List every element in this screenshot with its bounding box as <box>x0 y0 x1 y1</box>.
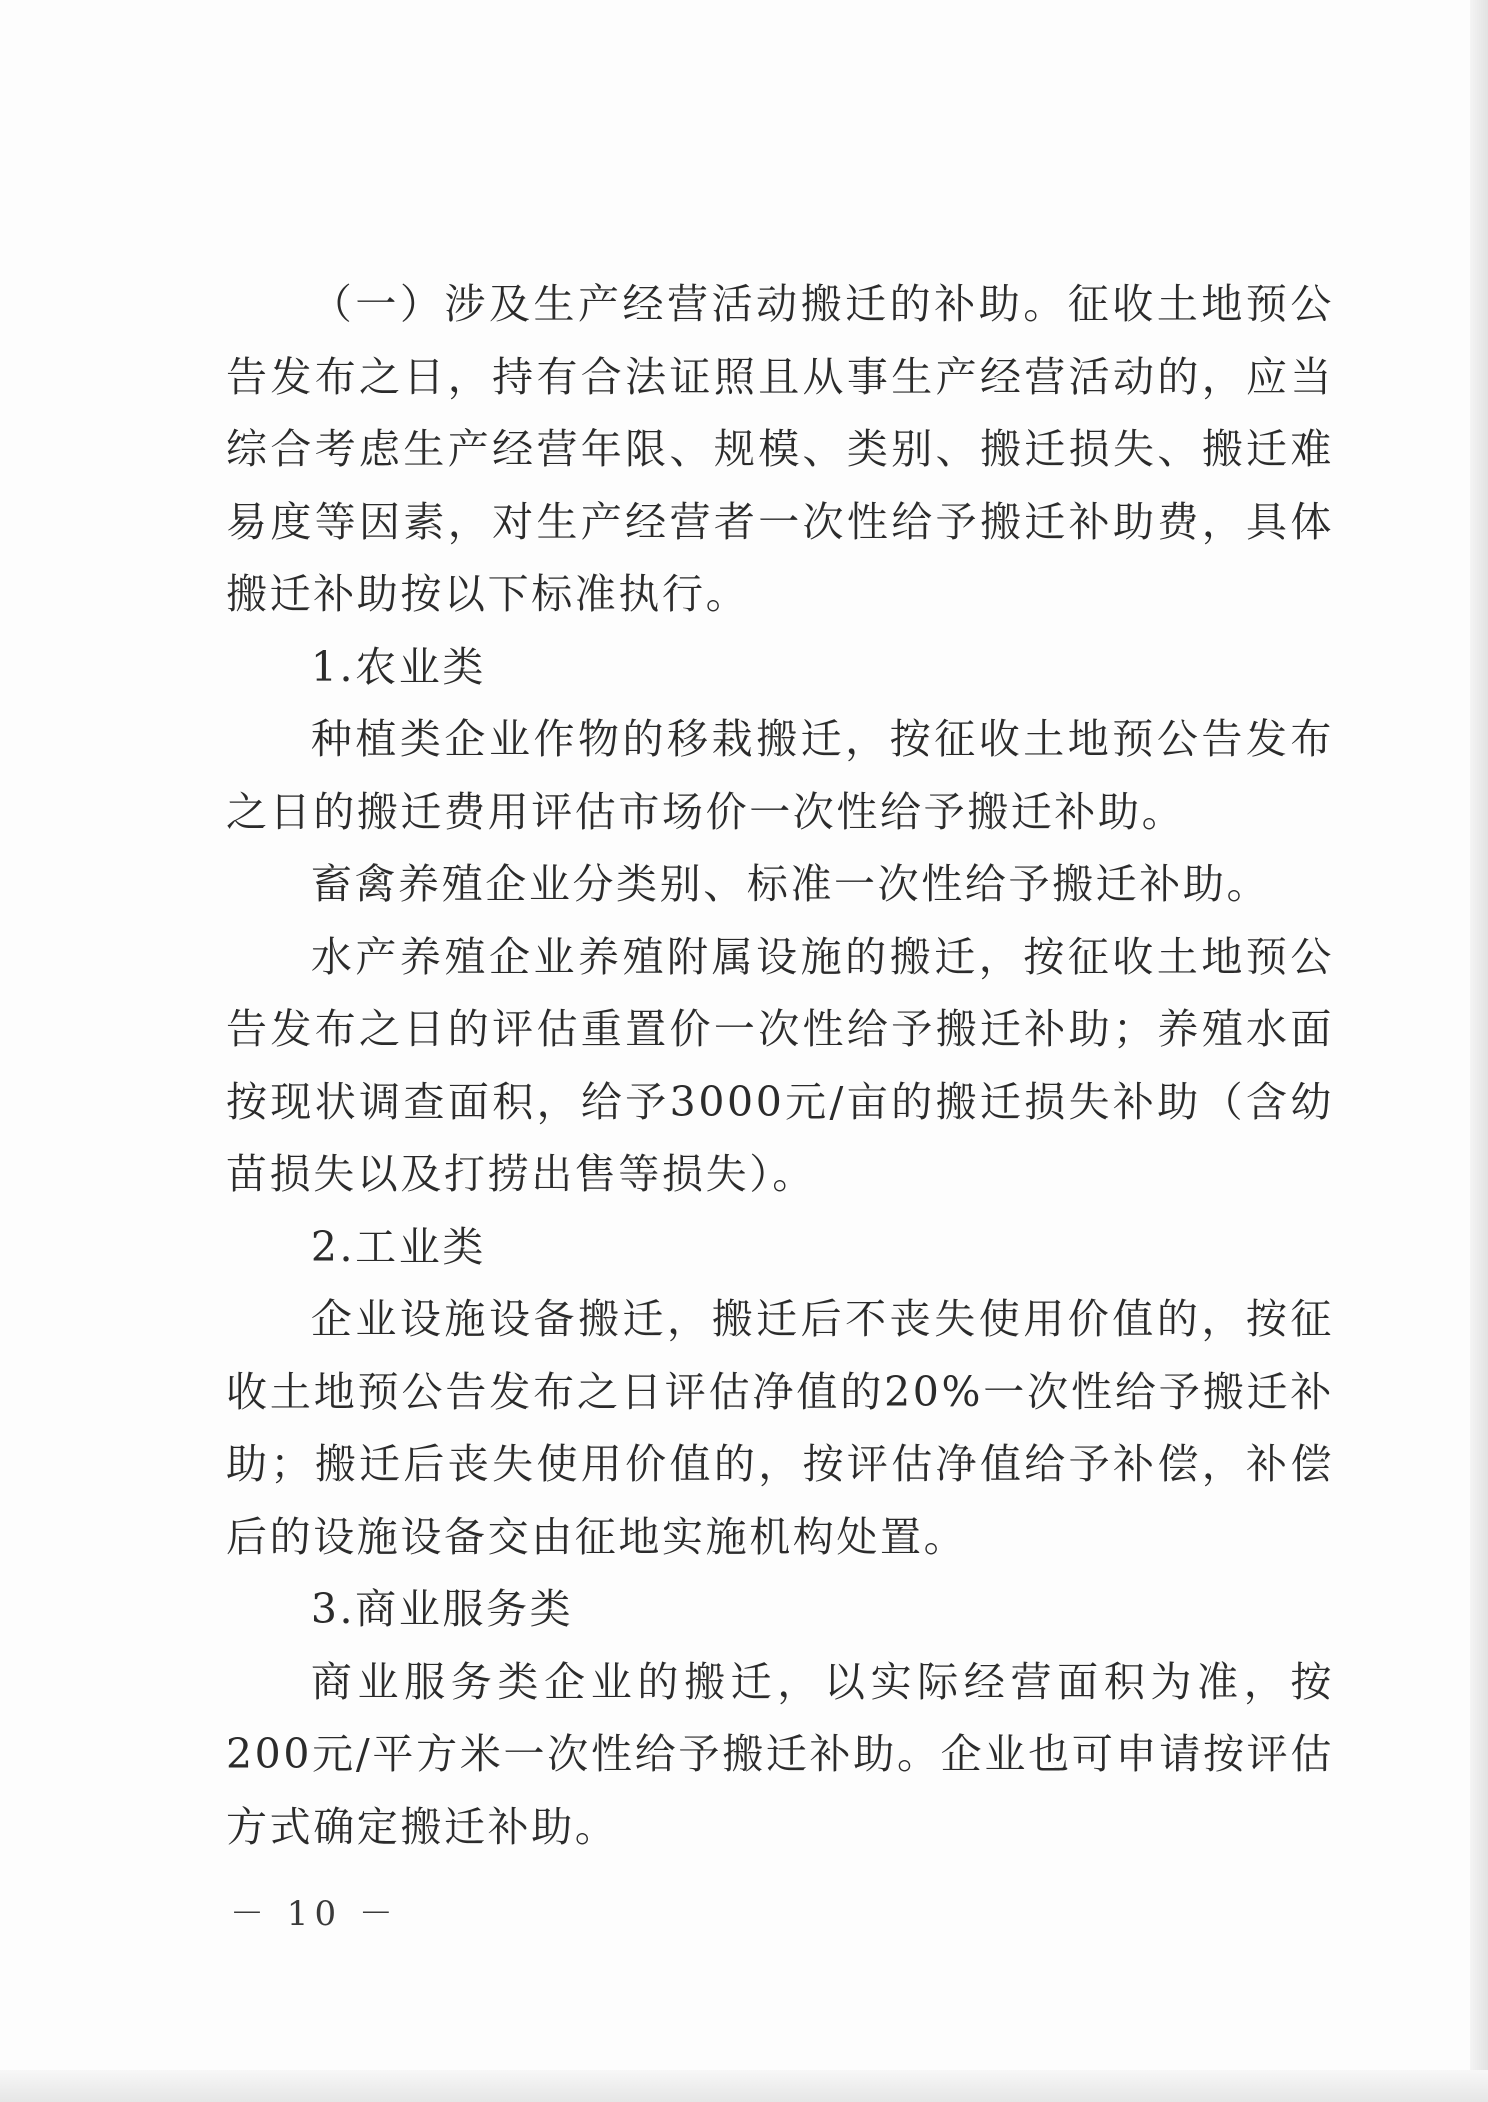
heading-commercial-services: 3.商业服务类 <box>310 1585 574 1633</box>
heading-agriculture: 1.农业类 <box>310 642 486 691</box>
paragraph-industrial-equipment: 企业设施设备搬迁，搬迁后不丧失使用价值的，按征收土地预公告发布之日评估净值的20%一次性给予搬迁补助；搬迁后丧失使用价值的，按评估净值给予补偿，补偿后的设施设备交由征地实施机构处置。 <box>226 1295 1334 1561</box>
paragraph-production-relocation-subsidy: （一）涉及生产经营活动搬迁的补助。征收土地预公告发布之日，持有合法证照且从事生产经营活动的，应当综合考虑生产经营年限、规模、类别、搬迁损失、搬迁难易度等因素，对生产经营者一次性给予搬迁补助费，具体搬迁补助按以下标准执行。 <box>226 280 1334 618</box>
page-number: － 10 － <box>230 1894 399 1934</box>
paragraph-commercial-enterprise: 商业服务类企业的搬迁，以实际经营面积为准，按200元/平方米一次性给予搬迁补助。企业也可申请按评估方式确定搬迁补助。 <box>226 1657 1334 1851</box>
scan-edge-right <box>1470 0 1488 2102</box>
document-body <box>226 268 1334 1863</box>
heading-industry: 2.工业类 <box>310 1222 486 1271</box>
scan-edge-bottom <box>0 2070 1488 2102</box>
paragraph-planting-enterprise: 种植类企业作物的移栽搬迁，按征收土地预公告发布之日的搬迁费用评估市场价一次性给予搬迁补助。 <box>226 715 1334 836</box>
paragraph-aquaculture-enterprise: 水产养殖企业养殖附属设施的搬迁，按征收土地预公告发布之日的评估重置价一次性给予搬迁补助；养殖水面按现状调查面积，给予3000元/亩的搬迁损失补助（含幼苗损失以及打捞出售等损失）。 <box>226 932 1334 1198</box>
paragraph-livestock-enterprise: 畜禽养殖企业分类别、标准一次性给予搬迁补助。 <box>310 860 1271 908</box>
